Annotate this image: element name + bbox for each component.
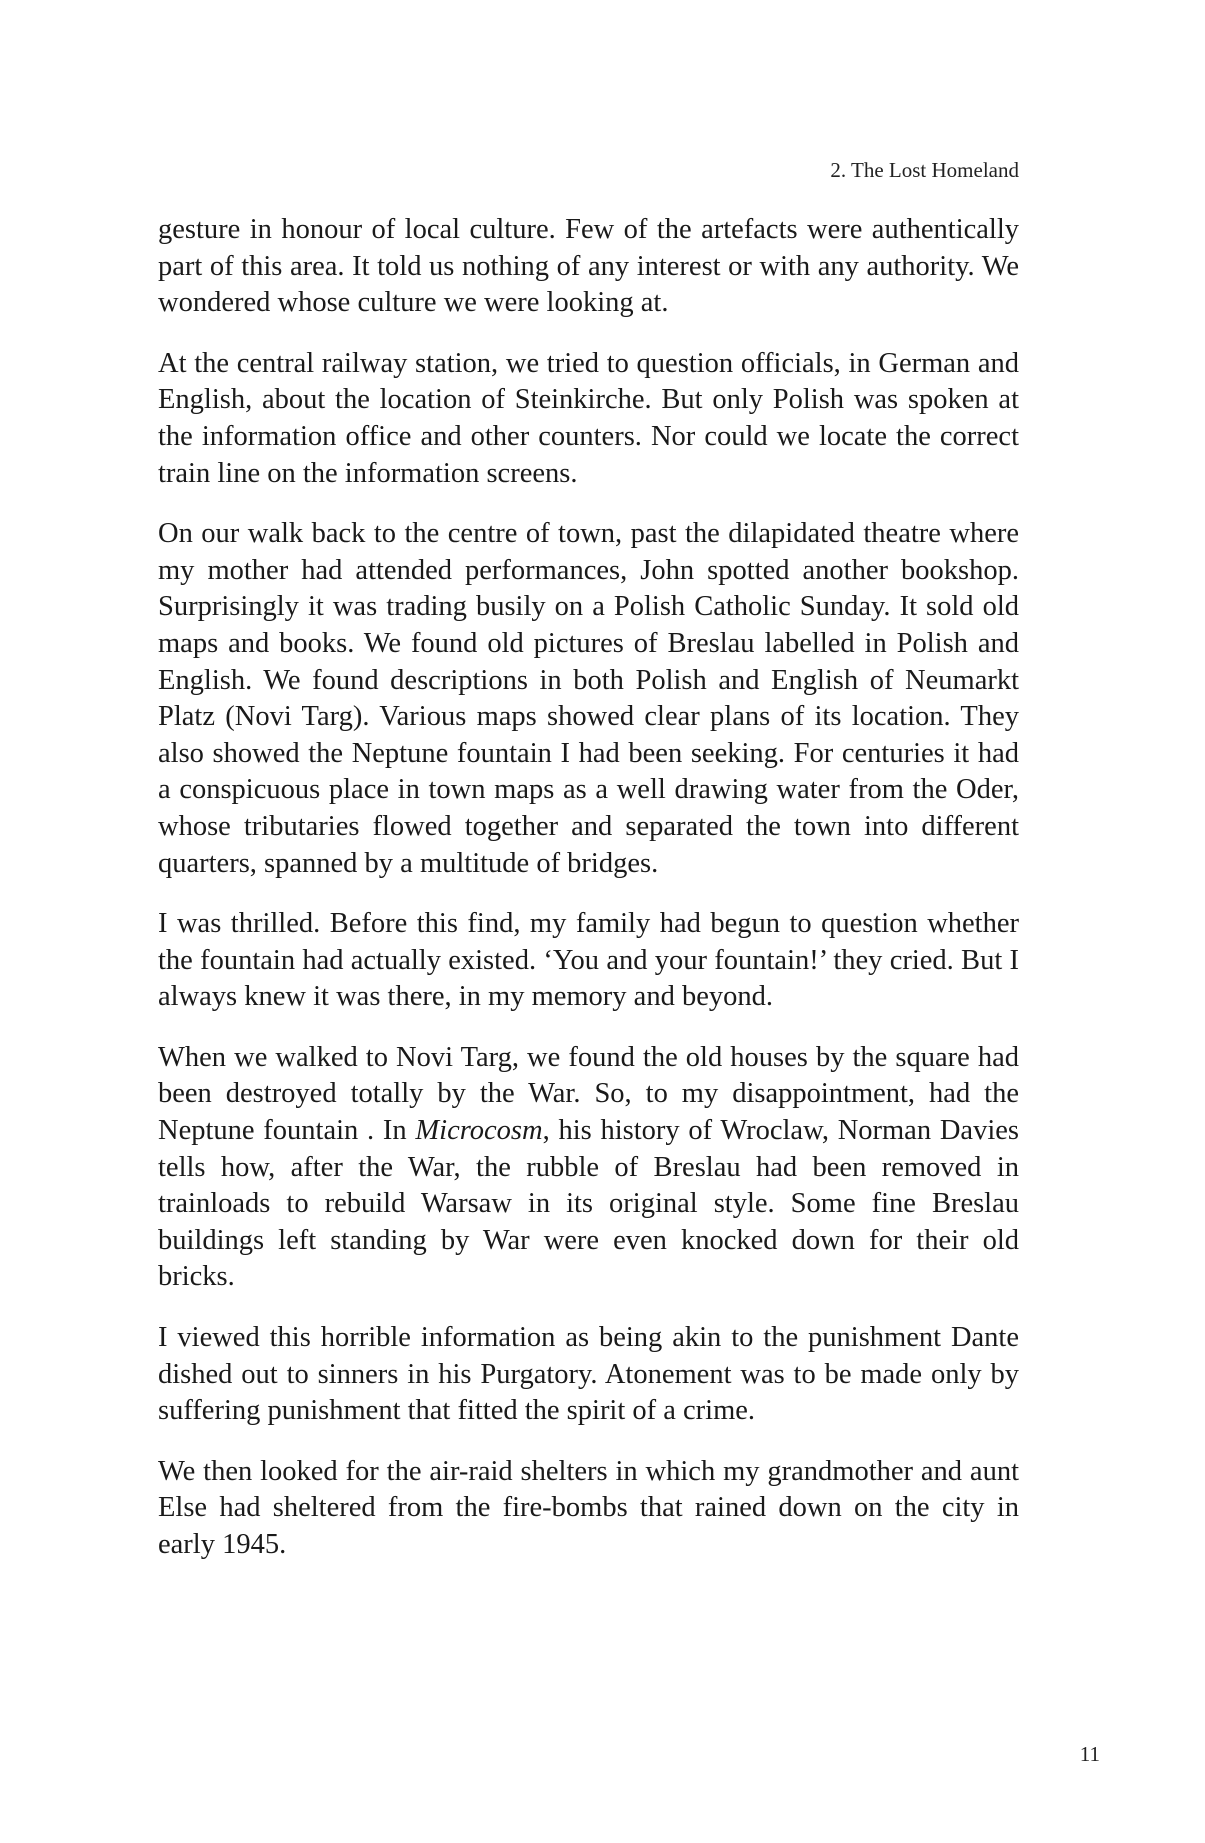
paragraph-7: We then looked for the air-raid shelters in which my grandmother and aunt Else had sheltered from the fire-bombs that rained down on the city in early 1945.: [158, 1455, 1019, 1560]
paragraph-3: On our walk back to the centre of town, past the dilapidated theatre where my mother had attended performances, John spotted another bookshop. Surprisingly it was trading busily on a Polish Catholic Sunday. It sold old maps and books. We found old pictures of Breslau labelled in Polish and English. We found descriptions in both Polish and English of Neumarkt Platz (Novi Targ). Various maps showed clear plans of its location. They also showed the Neptune fountain I had been seeking. For centuries it had a conspicuous place in town maps as a well drawing water from the Oder, whose tributaries flowed together and separated the town into different quarters, spanned by a multitude of bridges.: [158, 518, 1019, 879]
running-header: 2. The Lost Homeland: [830, 158, 1019, 182]
paragraph-5: [158, 1040, 1019, 1296]
paragraph-5-text-before: When we walked to Novi Targ, we found the old houses by the square had been destroyed totally by the War. So, to my disappointment, had the Neptune fountain . In: [158, 1041, 1019, 1147]
paragraph-6: I viewed this horrible information as being akin to the punishment Dante dished out to sinners in his Purgatory. Atonement was to be made only by suffering punishment that fitted the spirit of a crime.: [158, 1322, 1019, 1427]
paragraph-5-text-after: , his history of Wroclaw, Norman Davies tells how, after the War, the rubble of Breslau had been removed in trainloads to rebuild Warsaw in its original style. Some fine Breslau buildings left standing by War were even knocked down for their old bricks.: [158, 1115, 1019, 1293]
paragraph-2: At the central railway station, we tried to question officials, in German and English, about the location of Steinkirche. But only Polish was spoken at the information office and other counters. Nor could we locate the correct train line on the information screens.: [158, 347, 1019, 489]
body-text: [158, 212, 1019, 1564]
paragraph-4: I was thrilled. Before this find, my family had begun to question whether the fountain had actually existed. ‘You and your fountain!’ they cried. But I always knew it was there, in my memory and beyond.: [158, 908, 1019, 1013]
paragraph-1: gesture in honour of local culture. Few of the artefacts were authentically part of this area. It told us nothing of any interest or with any authority. We wondered whose culture we were looking at.: [158, 214, 1019, 319]
page-number: 11: [1079, 1742, 1100, 1766]
book-title-microcosm: Microcosm: [415, 1115, 543, 1147]
